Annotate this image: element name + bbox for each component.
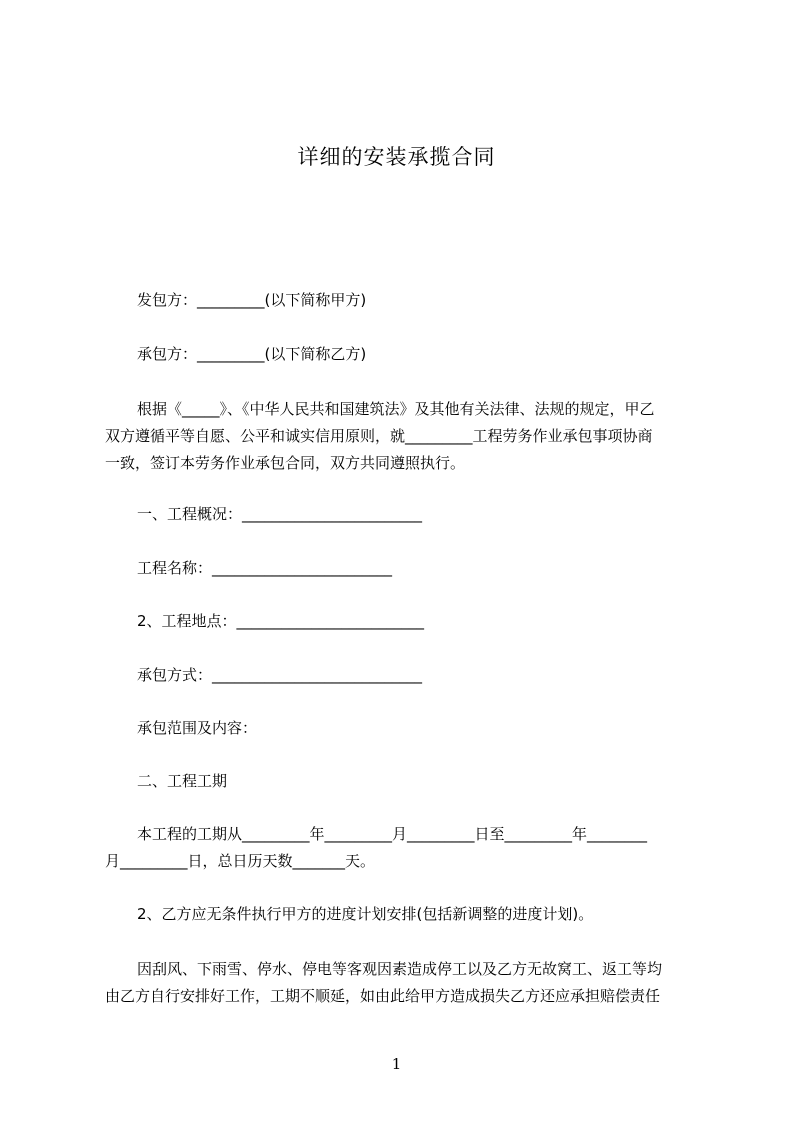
project-name-line: 工程名称：________________________	[137, 559, 393, 577]
weather-paragraph-line-2: 由乙方自行安排好工作，工期不顺延，如由此给甲方造成损失乙方还应承担赔偿责任	[105, 987, 661, 1005]
section-1-heading: 一、工程概况：________________________	[137, 505, 423, 523]
contract-method-line: 承包方式：____________________________	[137, 666, 423, 684]
document-title: 详细的安装承揽合同	[297, 145, 496, 169]
weather-paragraph-line-1: 因刮风、下雨雪、停水、停电等客观因素造成停工以及乙方无故窝工、返工等均	[137, 960, 663, 978]
period-paragraph-line-1: 本工程的工期从_________年_________月_________日至_________年________	[137, 825, 648, 843]
scope-line: 承包范围及内容：	[137, 719, 258, 737]
intro-paragraph-line-1: 根据《_____》、《中华人民共和国建筑法》及其他有关法律、法规的规定，甲乙	[137, 400, 655, 418]
party-a-line: 发包方：_________(以下简称甲方)	[137, 291, 367, 309]
intro-paragraph-line-3: 一致，签订本劳务作业承包合同，双方共同遵照执行。	[105, 454, 466, 472]
section-2-heading: 二、工程工期	[137, 772, 228, 790]
schedule-clause-line: 2、乙方应无条件执行甲方的进度计划安排(包括新调整的进度计划)。	[137, 905, 594, 923]
project-location-line: 2、工程地点：_________________________	[137, 612, 425, 630]
intro-paragraph-line-2: 双方遵循平等自愿、公平和诚实信用原则，就_________工程劳务作业承包事项协商	[105, 427, 653, 445]
period-paragraph-line-2: 月_________日，总日历天数_______天。	[105, 852, 376, 870]
page-number: 1	[391, 1055, 402, 1073]
party-b-line: 承包方：_________(以下简称乙方)	[137, 345, 367, 363]
